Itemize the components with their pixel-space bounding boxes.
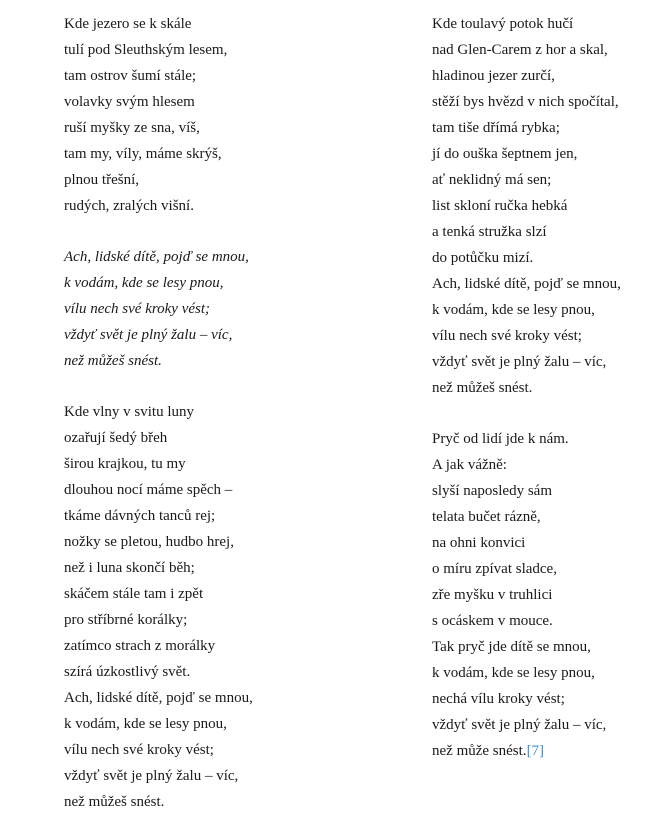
poem-line-text: vílu nech své kroky vést; [64, 301, 211, 317]
poem-line [432, 530, 652, 556]
poem-line-text: Kde jezero se k skále [64, 16, 192, 32]
poem-line-text: skáčem stále tam i zpět [64, 586, 204, 602]
poem-line-text: nechá vílu kroky vést; [432, 691, 565, 707]
poem-stanza [432, 11, 652, 401]
poem-line [432, 245, 652, 271]
poem-line-text: stěží bys hvězd v nich spočítal, [432, 94, 619, 110]
poem-line-text: vílu nech své kroky vést; [64, 742, 214, 758]
poem-line [64, 167, 364, 193]
poem-line [64, 607, 364, 633]
poem-line [432, 63, 652, 89]
poem-line-text: k vodám, kde se lesy pnou, [64, 716, 227, 732]
poem-line [64, 451, 364, 477]
poem-line [64, 425, 364, 451]
poem-line-text: s ocáskem v mouce. [432, 613, 553, 629]
poem-left-column [64, 11, 364, 815]
poem-line-text: Ach, lidské dítě, pojď se mnou, [64, 249, 249, 265]
poem-line [432, 219, 652, 245]
poem-line [432, 271, 652, 297]
footnote-link[interactable]: [7] [526, 743, 545, 759]
poem-line [64, 270, 364, 296]
poem-line-text: nožky se pletou, hudbo hrej, [64, 534, 234, 550]
poem-line [432, 115, 652, 141]
poem-line [432, 349, 652, 375]
poem-line-text: list skloní ručka hebká [432, 198, 568, 214]
poem-line [64, 115, 364, 141]
poem-line-text: než můžeš snést. [432, 380, 533, 396]
poem-line-text: tam my, víly, máme skrýš, [64, 146, 222, 162]
poem-right-column [432, 11, 652, 764]
poem-line-text: vždyť svět je plný žalu – víc, [64, 327, 233, 343]
poem-line-text: A jak vážně: [432, 457, 507, 473]
poem-line [432, 375, 652, 401]
poem-line-text: než může snést. [432, 743, 527, 759]
poem-line-text: a tenká stružka slzí [432, 224, 547, 240]
poem-line [432, 323, 652, 349]
poem-line-text: do potůčku mizí. [432, 250, 534, 266]
poem-line [432, 141, 652, 167]
poem-line [432, 504, 652, 530]
poem-stanza [432, 426, 652, 764]
poem-line [432, 478, 652, 504]
poem-line-text: hladinou jezer zurčí, [432, 68, 555, 84]
poem-line [432, 608, 652, 634]
poem-line [64, 141, 364, 167]
poem-line-text: Tak pryč jde dítě se mnou, [432, 639, 591, 655]
poem-line-text: dlouhou nocí máme spěch – [64, 482, 233, 498]
poem-line-text: vždyť svět je plný žalu – víc, [64, 768, 239, 784]
poem-line [432, 37, 652, 63]
poem-line-text: na ohni konvici [432, 535, 526, 551]
poem-line [64, 477, 364, 503]
poem-line-text: k vodám, kde se lesy pnou, [432, 302, 595, 318]
poem-line [432, 686, 652, 712]
poem-line-text: volavky svým hlesem [64, 94, 195, 110]
poem-line-text: nad Glen-Carem z hor a skal, [432, 42, 608, 58]
poem-line [64, 737, 364, 763]
poem-line-text: než i luna skončí běh; [64, 560, 195, 576]
poem-line-text: pro stříbrné korálky; [64, 612, 188, 628]
poem-line [64, 63, 364, 89]
poem-line-text: tam ostrov šumí stále; [64, 68, 197, 84]
poem-line-text: tkáme dávných tanců rej; [64, 508, 216, 524]
poem-line-text: rudých, zralých višní. [64, 198, 194, 214]
poem-line-text: než můžeš snést. [64, 353, 162, 369]
poem-line [432, 712, 652, 738]
poem-line [432, 660, 652, 686]
poem-line [64, 711, 364, 737]
poem-stanza [64, 244, 364, 374]
poem-line-text: vílu nech své kroky vést; [432, 328, 582, 344]
poem-stanza [64, 399, 364, 815]
poem-line [432, 738, 652, 764]
poem-line [64, 581, 364, 607]
poem-line-text: plnou třešní, [64, 172, 139, 188]
poem-line-text: tam tiše dřímá rybka; [432, 120, 560, 136]
poem-line [432, 11, 652, 37]
poem-line-text: Kde toulavý potok hučí [432, 16, 574, 32]
poem-line [64, 89, 364, 115]
poem-line-text: než můžeš snést. [64, 794, 165, 810]
poem-line [64, 244, 364, 270]
poem-line-text: ruší myšky ze sna, víš, [64, 120, 200, 136]
poem-line-text: k vodám, kde se lesy pnou, [64, 275, 224, 291]
poem-line [432, 167, 652, 193]
poem-line-text: Kde vlny v svitu luny [64, 404, 194, 420]
poem-line [432, 193, 652, 219]
poem-line-text: Pryč od lidí jde k nám. [432, 431, 569, 447]
poem-line [64, 37, 364, 63]
poem-line-text: slyší naposledy sám [432, 483, 552, 499]
poem-line [432, 556, 652, 582]
poem-line [432, 582, 652, 608]
poem-line [64, 348, 364, 374]
poem-line [64, 399, 364, 425]
poem-line [432, 452, 652, 478]
poem-line [432, 89, 652, 115]
poem-line-text: o míru zpívat sladce, [432, 561, 557, 577]
poem-line [64, 11, 364, 37]
poem-line [64, 503, 364, 529]
poem-line [64, 193, 364, 219]
poem-line [64, 685, 364, 711]
poem-line-text: vždyť svět je plný žalu – víc, [432, 717, 607, 733]
poem-line [64, 322, 364, 348]
poem-line [432, 297, 652, 323]
poem-line [64, 555, 364, 581]
poem-line-text: jí do ouška šeptnem jen, [432, 146, 578, 162]
poem-line [432, 426, 652, 452]
poem-line [64, 763, 364, 789]
poem-line [64, 296, 364, 322]
poem-line-text: k vodám, kde se lesy pnou, [432, 665, 595, 681]
poem-line-text: ať neklidný má sen; [432, 172, 552, 188]
stanza-gap [64, 374, 364, 399]
poem-line-text: Ach, lidské dítě, pojď se mnou, [64, 690, 253, 706]
poem-line-text: širou krajkou, tu my [64, 456, 186, 472]
poem-line-text: Ach, lidské dítě, pojď se mnou, [432, 276, 621, 292]
poem-line-text: szírá úzkostlivý svět. [64, 664, 191, 680]
poem-line [64, 659, 364, 685]
poem-line-text: ozařují šedý břeh [64, 430, 168, 446]
poem-line-text: zře myšku v truhlici [432, 587, 553, 603]
stanza-gap [432, 401, 652, 426]
poem-line [64, 529, 364, 555]
poem-line [64, 633, 364, 659]
poem-stanza [64, 11, 364, 219]
poem-line [432, 634, 652, 660]
poem-line-text: zatímco strach z morálky [64, 638, 216, 654]
poem-line-text: telata bučet rázně, [432, 509, 541, 525]
poem-line-text: vždyť svět je plný žalu – víc, [432, 354, 607, 370]
stanza-gap [64, 219, 364, 244]
poem-line [64, 789, 364, 815]
poem-line-text: tulí pod Sleuthským lesem, [64, 42, 228, 58]
